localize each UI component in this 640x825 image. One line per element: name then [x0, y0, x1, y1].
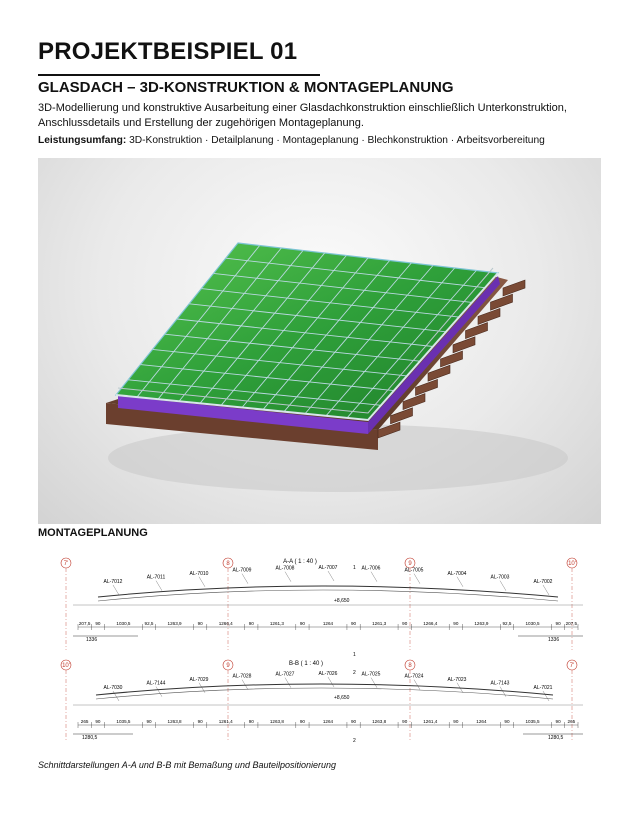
- section-b-part-label: AL-7023: [447, 676, 467, 683]
- section-b-dim-value: 1263,8: [269, 719, 284, 724]
- section-b-dim-value: 90: [95, 719, 101, 724]
- section-b-dim-value: 1264: [476, 719, 487, 724]
- section-a-a: [61, 558, 583, 658]
- section-b-part-leader: [328, 677, 334, 687]
- section-a-dim-value: 90: [453, 621, 459, 626]
- section-a-dim-value: 1030,5: [116, 621, 131, 626]
- section-a-outer-right: 1336: [548, 637, 560, 643]
- section-b-part-label: AL-7144: [146, 680, 166, 687]
- section-a-dim-value: 1263,9: [167, 621, 182, 626]
- section-b-axis-label: 8: [408, 663, 412, 669]
- section-b-part-leader: [543, 691, 549, 701]
- section-a-axis-label: 10': [568, 561, 576, 567]
- section-a-part-label: AL-7010: [189, 570, 209, 577]
- section-a-part-label: AL-7003: [490, 574, 510, 581]
- section-b-outer-left: 1280,5: [82, 735, 98, 741]
- section-a-level: +8,650: [334, 598, 350, 604]
- section-b-axis-label: 10': [62, 663, 70, 669]
- section-a-part-leader: [113, 585, 119, 595]
- section-b-dim-value: 1263,8: [372, 719, 387, 724]
- section-a-dim-value: 1261,3: [372, 621, 387, 626]
- section-b-part-label: AL-7028: [232, 673, 252, 680]
- section-a-part-label: AL-7002: [533, 579, 553, 585]
- section-b-dim-value: 90: [504, 719, 510, 724]
- section-b-dim-value: 90: [555, 719, 561, 724]
- section-b-dim-value: 90: [402, 719, 408, 724]
- section-b-level: +8,650: [334, 695, 350, 701]
- section-b-dim-value: 90: [146, 719, 152, 724]
- scope-line: [38, 134, 618, 148]
- section-b-b: [61, 660, 583, 744]
- section-b-dim-value: 1035,5: [525, 719, 540, 724]
- section-a-dim-value: 1261,3: [269, 621, 284, 626]
- section-a-part-label: AL-7005: [404, 567, 424, 574]
- cantilever-beam: [491, 294, 513, 310]
- section-a-title: A-A ( 1 : 40 ): [283, 559, 317, 565]
- project-description: 3D-Modellierung und konstruktive Ausarbeitung einer Glasdachkonstruktion einschließlich Unterkonstruktion, Anschlussdetails und Erstellung der zugehörigen Montageplanung.: [38, 102, 567, 129]
- section-a-dim-value: 1030,5: [525, 621, 540, 626]
- section-a-dim-value: 92,5: [502, 621, 512, 626]
- section-a-part-leader: [543, 585, 549, 595]
- section-b-part-label: AL-7030: [103, 685, 123, 691]
- section-a-part-leader: [285, 572, 291, 582]
- section-b-part-label: AL-7024: [404, 673, 424, 680]
- montage-heading: MONTAGEPLANUNG: [38, 527, 148, 539]
- section-b-dim-value: 1261,4: [218, 719, 233, 724]
- section-drawings: [38, 545, 601, 745]
- section-a-part-leader: [371, 572, 377, 582]
- section-a-dim-value: 92,5: [144, 621, 154, 626]
- section-b-dim-value: 1263,8: [167, 719, 182, 724]
- page-title: PROJEKTBEISPIEL 01: [38, 38, 298, 65]
- section-b-dim-value: 90: [299, 719, 305, 724]
- section-a-dim-value: 1266,4: [423, 621, 438, 626]
- section-a-dim-value: 90: [197, 621, 203, 626]
- scope-label: Leistungsumfang:: [38, 135, 127, 146]
- section-a-dim-value: 1266,4: [218, 621, 233, 626]
- section-b-title: B-B ( 1 : 40 ): [288, 661, 324, 667]
- section-a-marker-top: 1: [353, 565, 356, 571]
- section-b-dim-value: 265: [567, 719, 576, 724]
- section-b-part-leader: [285, 678, 291, 688]
- section-a-part-label: AL-7012: [103, 579, 123, 585]
- section-b-part-label: AL-7021: [533, 685, 553, 691]
- section-a-dim-value: 90: [299, 621, 305, 626]
- section-a-dim-value: 90: [351, 621, 357, 626]
- section-b-part-leader: [500, 687, 506, 697]
- section-b-part-leader: [156, 687, 162, 697]
- section-b-dim-value: 90: [351, 719, 357, 724]
- section-a-part-label: AL-7009: [232, 567, 252, 574]
- section-a-axis-label: 7': [63, 561, 69, 567]
- section-b-part-label: AL-7025: [361, 671, 381, 678]
- section-a-part-label: AL-7008: [275, 565, 295, 572]
- section-b-dim-value: 1264: [322, 719, 334, 724]
- section-a-part-leader: [199, 577, 205, 587]
- section-b-part-leader: [371, 678, 377, 688]
- section-b-part-label: AL-7029: [189, 676, 209, 683]
- section-b-dim-value: 90: [197, 719, 203, 724]
- section-b-dim-value: 265: [80, 719, 89, 724]
- section-a-dim-value: 90: [555, 621, 561, 626]
- section-a-dim-value: 90: [95, 621, 101, 626]
- section-a-part-leader: [328, 571, 334, 581]
- section-b-axis-label: 9: [226, 663, 230, 669]
- section-b-part-label: AL-7026: [318, 671, 338, 677]
- section-b-part-label: AL-7027: [275, 671, 295, 678]
- section-a-dim-value: 1263,9: [474, 621, 489, 626]
- section-a-marker-bottom: 1: [353, 652, 356, 658]
- title-underline: [38, 74, 320, 76]
- section-a-outer-left: 1336: [86, 637, 98, 643]
- section-b-part-label: AL-7143: [490, 680, 510, 687]
- section-b-dim-value: 90: [248, 719, 254, 724]
- section-a-dim-value: 207,5: [78, 621, 91, 626]
- section-a-part-label: AL-7007: [318, 565, 338, 571]
- section-b-marker-bottom: 2: [353, 738, 356, 744]
- drawing-caption: Schnittdarstellungen A-A und B-B mit Bemaßung und Bauteilpositionierung: [38, 760, 337, 770]
- section-a-part-leader: [500, 581, 506, 591]
- section-a-part-leader: [156, 581, 162, 591]
- section-b-marker-top: 2: [353, 670, 356, 676]
- section-a-part-leader: [414, 574, 420, 584]
- project-subtitle: GLASDACH – 3D-KONSTRUKTION & MONTAGEPLANUNG: [38, 79, 454, 96]
- section-b-outer-right: 1280,5: [548, 735, 564, 741]
- scope-text: 3D-Konstruktion · Detailplanung · Montageplanung · Blechkonstruktion · Arbeitsvorbereitung: [126, 135, 545, 146]
- section-a-dim-value: 90: [248, 621, 254, 626]
- glass-roof-model-image: [38, 158, 601, 524]
- section-a-part-label: AL-7011: [146, 574, 166, 581]
- section-drawing-svg: [38, 545, 601, 745]
- section-a-part-leader: [242, 574, 248, 584]
- section-a-part-leader: [457, 577, 463, 587]
- section-a-part-label: AL-7006: [361, 565, 381, 572]
- section-a-axis-label: 8: [226, 561, 230, 567]
- section-a-dim-value: 1264: [322, 621, 334, 626]
- section-a-part-label: AL-7004: [447, 570, 467, 577]
- section-a-dim-value: 90: [402, 621, 408, 626]
- cantilever-beam: [503, 280, 525, 296]
- section-a-dim-value: 207,5: [565, 621, 578, 626]
- glass-roof-3d-render: [38, 158, 601, 524]
- section-b-dim-value: 1261,4: [423, 719, 438, 724]
- section-b-dim-value: 90: [453, 719, 459, 724]
- section-b-dim-value: 1035,5: [116, 719, 131, 724]
- section-b-part-leader: [414, 680, 420, 690]
- section-a-axis-label: 9: [408, 561, 412, 567]
- section-b-axis-label: 7': [569, 663, 575, 669]
